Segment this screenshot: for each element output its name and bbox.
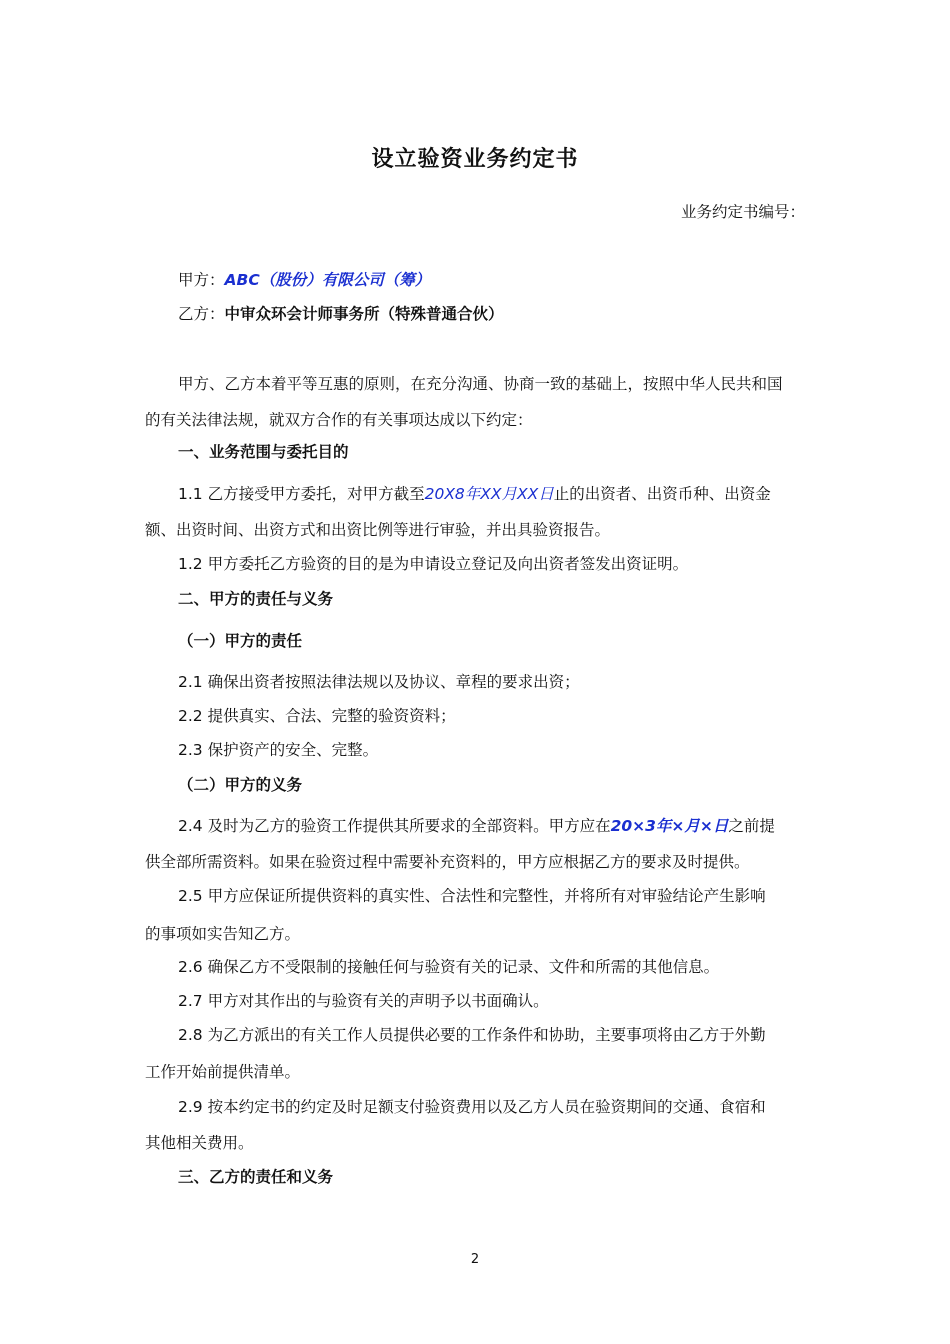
clause-1-1-text-end: 止的出资者、出资币种、出资金 (553, 485, 771, 503)
clause-2-4-text: 2.4 及时为乙方的验资工作提供其所要求的全部资料。甲方应在 (178, 817, 611, 835)
clause-1-2: 1.2 甲方委托乙方验资的目的是为申请设立登记及向出资者签发出资证明。 (178, 555, 689, 573)
clause-2-8-line-2: 工作开始前提供清单。 (145, 1063, 301, 1081)
section-3-heading: 三、乙方的责任和义务 (178, 1168, 334, 1186)
clause-2-2: 2.2 提供真实、合法、完整的验资资料； (178, 707, 456, 725)
clause-2-5-line-1: 2.5 甲方应保证所提供资料的真实性、合法性和完整性，并将所有对审验结论产生影响 (178, 887, 766, 905)
section-2-heading: 二、甲方的责任与义务 (178, 590, 334, 608)
clause-1-1-line-1 (178, 484, 771, 504)
clause-2-1: 2.1 确保出资者按照法律法规以及协议、章程的要求出资； (178, 673, 580, 691)
subsection-1-heading: （一）甲方的责任 (178, 632, 303, 650)
clause-2-9-line-1: 2.9 按本约定书的约定及时足额支付验资费用以及乙方人员在验资期间的交通、食宿和 (178, 1098, 766, 1116)
clause-1-1-text: 1.1 乙方接受甲方委托，对甲方截至 (178, 485, 425, 503)
document-title: 设立验资业务约定书 (371, 147, 579, 172)
clause-2-9-line-2: 其他相关费用。 (145, 1134, 254, 1152)
intro-line-2: 的有关法律法规，就双方合作的有关事项达成以下约定： (145, 411, 533, 429)
party-b-label: 乙方： (178, 305, 225, 323)
clause-2-4-text-end: 之前提 (728, 817, 775, 835)
section-1-heading: 一、业务范围与委托目的 (178, 443, 349, 461)
page-number: 2 (470, 1252, 480, 1267)
clause-2-8-line-1: 2.8 为乙方派出的有关工作人员提供必要的工作条件和协助，主要事项将由乙方于外勤 (178, 1026, 766, 1044)
clause-2-7: 2.7 甲方对其作出的与验资有关的声明予以书面确认。 (178, 992, 549, 1010)
party-a-name: ABC（股份）有限公司（筹） (224, 271, 431, 289)
clause-2-4-date: 20×3年×月×日 (610, 817, 729, 835)
party-b-line (178, 304, 504, 324)
clause-2-4-line-2: 供全部所需资料。如果在验资过程中需要补充资料的，甲方应根据乙方的要求及时提供。 (145, 853, 750, 871)
clause-2-5-line-2: 的事项如实告知乙方。 (145, 925, 301, 943)
party-a-label: 甲方： (178, 271, 225, 289)
clause-2-3: 2.3 保护资产的安全、完整。 (178, 741, 379, 759)
clause-1-1-line-2: 额、出资时间、出资方式和出资比例等进行审验，并出具验资报告。 (145, 521, 611, 539)
clause-2-4-line-1 (178, 816, 775, 836)
clause-2-6: 2.6 确保乙方不受限制的接触任何与验资有关的记录、文件和所需的其他信息。 (178, 958, 720, 976)
contract-number-label: 业务约定书编号： (680, 203, 805, 221)
intro-line-1: 甲方、乙方本着平等互惠的原则，在充分沟通、协商一致的基础上，按照中华人民共和国 (178, 375, 783, 393)
party-b-name: 中审众环会计师事务所（特殊普通合伙） (224, 305, 504, 323)
subsection-2-heading: （二）甲方的义务 (178, 776, 303, 794)
party-a-line (178, 270, 430, 290)
clause-1-1-date: 20X8年XX月XX日 (424, 485, 554, 503)
